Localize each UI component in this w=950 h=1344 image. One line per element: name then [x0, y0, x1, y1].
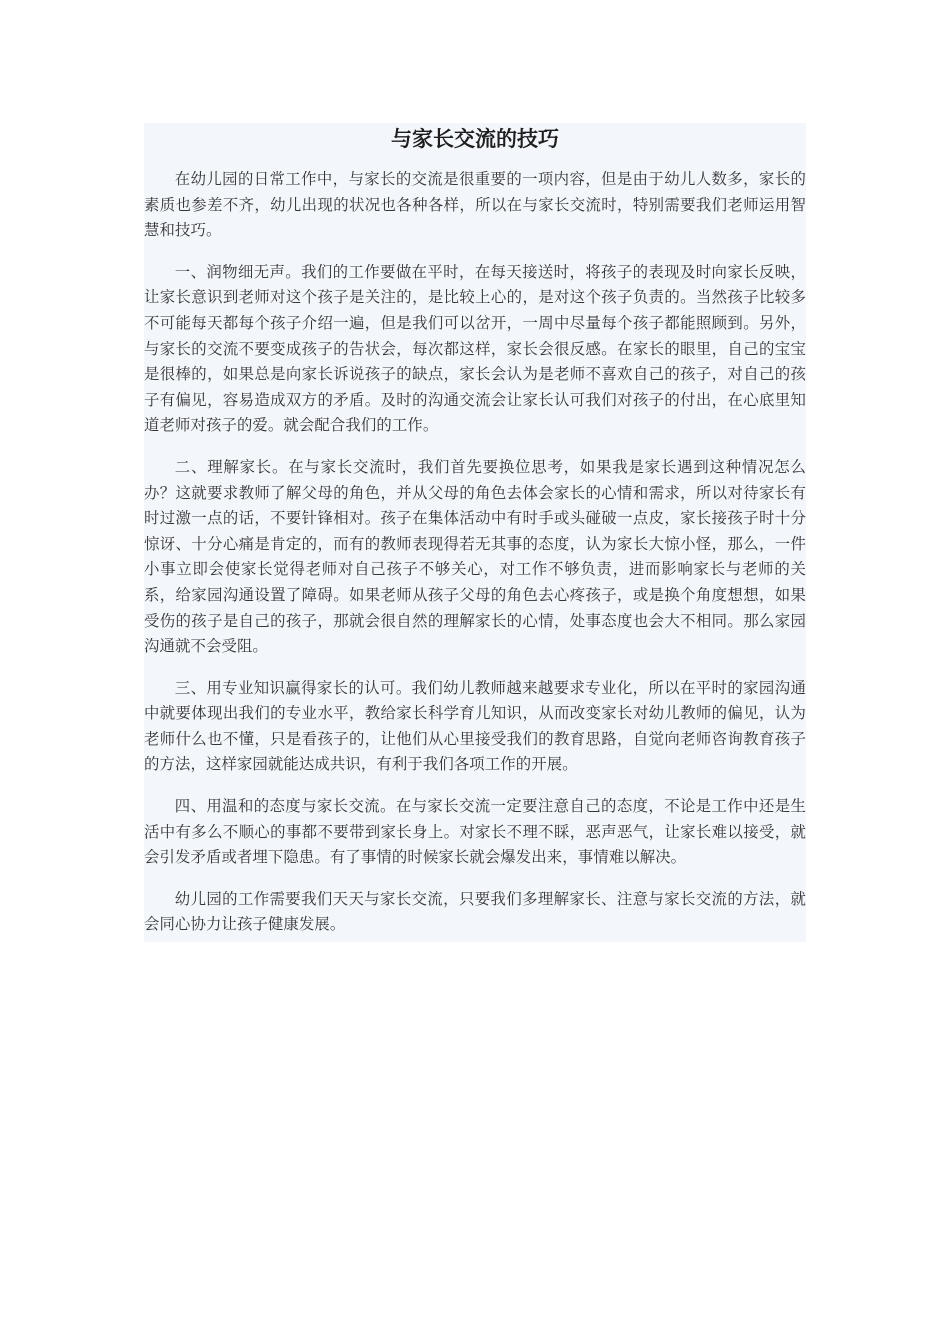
paragraph-point-1: 一、润物细无声。我们的工作要做在平时，在每天接送时，将孩子的表现及时向家长反映，让家长意识到老师对这个孩子是关注的，是比较上心的，是对这个孩子负责的。当然孩子比较多不可能每天都每个孩子介绍一遍，但是我们可以岔开，一周中尽量每个孩子都能照顾到。另外，与家长的交流不要变成孩子的告状会，每次都这样，家长会很反感。在家长的眼里，自己的宝宝是很棒的，如果总是向家长诉说孩子的缺点，家长会认为是老师不喜欢自己的孩子，对自己的孩子有偏见，容易造成双方的矛盾。及时的沟通交流会让家长认可我们对孩子的付出，在心底里知道老师对孩子的爱。就会配合我们的工作。 — [144, 262, 806, 435]
article-title: 与家长交流的技巧 — [391, 127, 559, 151]
paragraph-intro: 在幼儿园的日常工作中，与家长的交流是很重要的一项内容，但是由于幼儿人数多，家长的素质也参差不齐，幼儿出现的状况也各种各样，所以在与家长交流时，特别需要我们老师运用智慧和技巧。 — [144, 170, 806, 240]
article — [144, 123, 806, 942]
paragraph-point-4: 四、用温和的态度与家长交流。在与家长交流一定要注意自己的态度，不论是工作中还是生活中有多么不顺心的事都不要带到家长身上。对家长不理不睬，恶声恶气，让家长难以接受，就会引发矛盾或者埋下隐患。有了事情的时候家长就会爆发出来，事情难以解决。 — [144, 797, 806, 867]
paragraph-point-3: 三、用专业知识赢得家长的认可。我们幼儿教师越来越要求专业化，所以在平时的家园沟通中就要体现出我们的专业水平，教给家长科学育儿知识，从而改变家长对幼儿教师的偏见，认为老师什么也不懂，只是看孩子的，让他们从心里接受我们的教育思路，自觉向老师咨询教育孩子的方法，这样家园就能达成共识，有利于我们各项工作的开展。 — [144, 678, 806, 774]
paragraph-conclusion: 幼儿园的工作需要我们天天与家长交流，只要我们多理解家长、注意与家长交流的方法，就会同心协力让孩子健康发展。 — [144, 889, 806, 934]
paragraph-point-2: 二、理解家长。在与家长交流时，我们首先要换位思考，如果我是家长遇到这种情况怎么办？这就要求教师了解父母的角色，并从父母的角色去体会家长的心情和需求，所以对待家长有时过激一点的话，不要针锋相对。孩子在集体活动中有时手或头碰破一点皮，家长接孩子时十分惊讶、十分心痛是肯定的，而有的教师表现得若无其事的态度，认为家长大惊小怪，那么，一件小事立即会使家长觉得老师对自己孩子不够关心，对工作不够负责，进而影响家长与老师的关系，给家园沟通设置了障碍。如果老师从孩子父母的角色去心疼孩子，或是换个角度想想，如果受伤的孩子是自己的孩子，那就会很自然的理解家长的心情，处事态度也会大不相同。那么家园沟通就不会受阻。 — [144, 457, 806, 656]
